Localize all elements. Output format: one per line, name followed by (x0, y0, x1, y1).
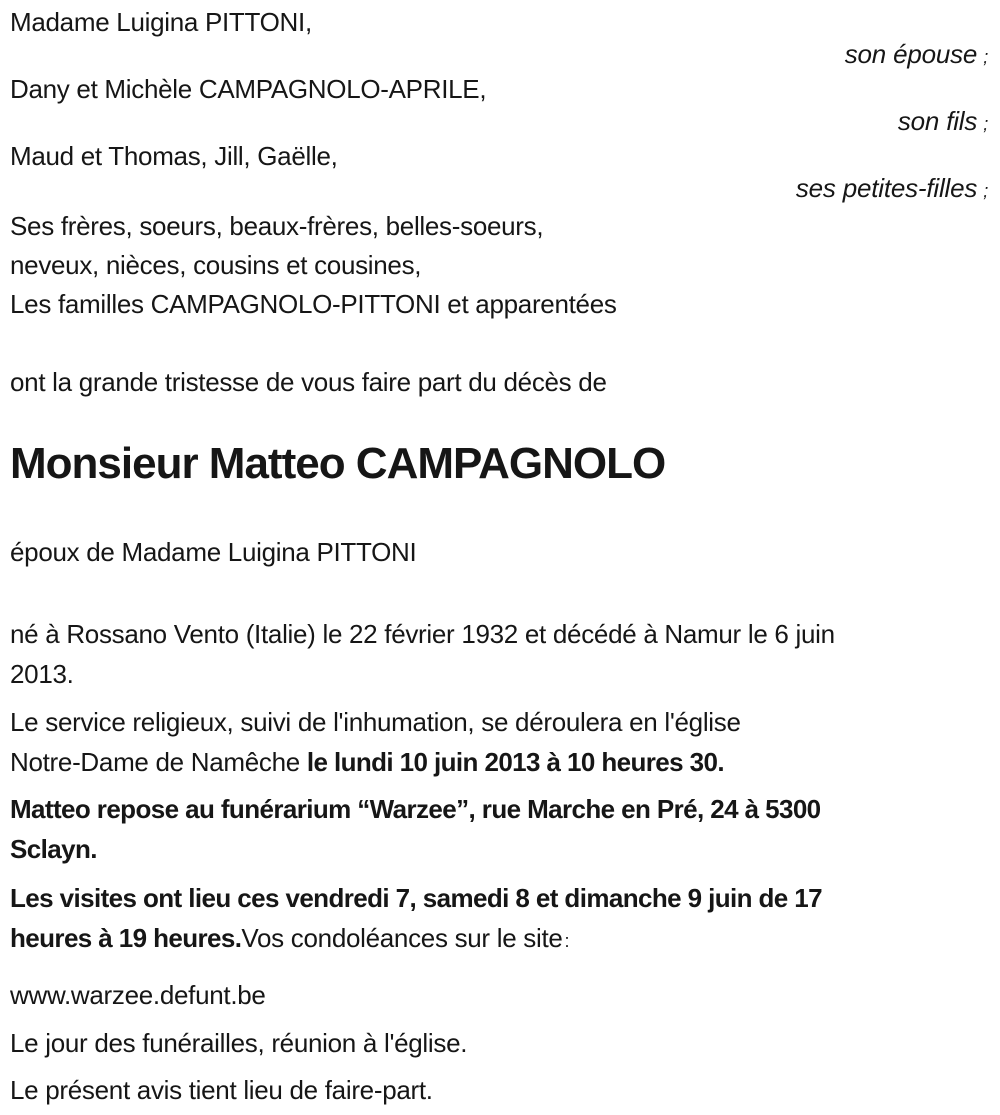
website-url-text: www.warzee.defunt.be (10, 980, 266, 1010)
website-url (10, 975, 988, 1015)
family-member-relation (10, 38, 988, 73)
extended-family-line: Les familles CAMPAGNOLO-PITTONI et apparentées (10, 289, 617, 319)
service-paragraph (10, 702, 988, 782)
visits-hours: heures à 19 heures. (10, 923, 242, 953)
funeral-meeting-text: Le jour des funérailles, réunion à l'église. (10, 1028, 468, 1058)
relation-punctuation: ; (983, 114, 988, 134)
repose-paragraph (10, 789, 988, 869)
visits-paragraph (10, 878, 988, 961)
birth-death-line1: né à Rossano Vento (Italie) le 22 février 1932 et décédé à Namur le 6 juin (10, 619, 835, 649)
condolences-note: Vos condoléances sur le site (241, 923, 563, 953)
family-member-name: Maud et Thomas, Jill, Gaëlle, (10, 141, 338, 171)
visits-line1: Les visites ont lieu ces vendredi 7, samedi 8 et dimanche 9 juin de 17 (10, 883, 823, 913)
repose-line2: Sclayn. (10, 834, 97, 864)
announcement-line: ont la grande tristesse de vous faire part du décès de (10, 367, 607, 397)
relation-label: ses petites-filles (795, 173, 978, 203)
family-pair (10, 140, 988, 207)
family-pair (10, 6, 988, 73)
closing-line (10, 1070, 988, 1110)
birth-death-line2: 2013. (10, 659, 74, 689)
service-line1: Le service religieux, suivi de l'inhumation, se déroulera en l'église (10, 707, 741, 737)
family-pair (10, 73, 988, 140)
family-member-name: Dany et Michèle CAMPAGNOLO-APRILE, (10, 74, 487, 104)
visits-line2 (10, 918, 988, 961)
relation-punctuation: ; (983, 181, 988, 201)
family-block (10, 6, 988, 324)
relation-label: son épouse (844, 39, 978, 69)
relation-punctuation: ; (983, 47, 988, 67)
extended-family-line: Ses frères, soeurs, beaux-frères, belles-soeurs, (10, 211, 544, 241)
service-line2 (10, 742, 988, 782)
funeral-meeting-line (10, 1023, 988, 1063)
extended-family-line: neveux, nièces, cousins et cousines, (10, 250, 422, 280)
family-member-relation (10, 105, 988, 140)
condolences-colon: : (564, 931, 570, 951)
relation-label: son fils (897, 106, 978, 136)
family-member-relation (10, 172, 988, 207)
spouse-line: époux de Madame Luigina PITTONI (10, 537, 417, 567)
extended-family-lines (10, 207, 988, 324)
birth-death-paragraph (10, 614, 988, 694)
closing-text: Le présent avis tient lieu de faire-part. (10, 1075, 433, 1105)
family-member-name: Madame Luigina PITTONI, (10, 7, 312, 37)
service-datetime: le lundi 10 juin 2013 à 10 heures 30. (306, 747, 724, 777)
deceased-name-title: Monsieur Matteo CAMPAGNOLO (10, 439, 666, 488)
service-church: Notre-Dame de Namêche (10, 747, 307, 777)
repose-line1: Matteo repose au funérarium “Warzee”, rue Marche en Pré, 24 à 5300 (10, 794, 821, 824)
